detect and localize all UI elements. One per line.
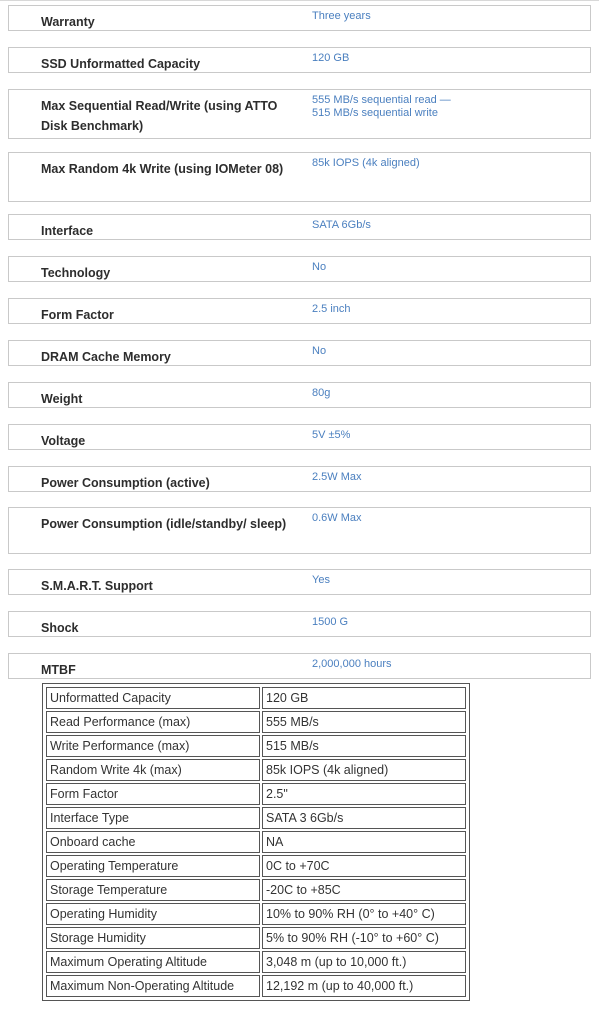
- table-row: [46, 927, 466, 949]
- spec-label: Power Consumption (idle/standby/ sleep): [41, 517, 287, 531]
- table-cell-value: 120 GB: [262, 687, 466, 709]
- spec-row-weight: [8, 382, 591, 408]
- table-cell-value: 555 MB/s: [262, 711, 466, 733]
- spec-label: Technology: [41, 266, 111, 280]
- spec-value: 0.6W Max: [312, 512, 362, 524]
- spec-row-interface: [8, 214, 591, 240]
- spec-row-sequential: [8, 89, 591, 139]
- table-row: [46, 831, 466, 853]
- spec-value: 2.5W Max: [312, 471, 362, 483]
- table-cell-label: Storage Humidity: [46, 927, 260, 949]
- spec-label: Shock: [41, 621, 79, 635]
- table-cell-value: 0C to +70C: [262, 855, 466, 877]
- table-cell-value: 515 MB/s: [262, 735, 466, 757]
- spec-value: 5V ±5%: [312, 429, 351, 441]
- spec-value: Three years: [312, 10, 371, 22]
- spec-label: DRAM Cache Memory: [41, 350, 171, 364]
- table-cell-value: 5% to 90% RH (-10° to +60° C): [262, 927, 466, 949]
- spec-value: No: [312, 261, 327, 273]
- table-cell-value: -20C to +85C: [262, 879, 466, 901]
- spec-label: Max Random 4k Write (using IOMeter 08): [41, 162, 284, 176]
- table-cell-label: Storage Temperature: [46, 879, 260, 901]
- table-row: [46, 687, 466, 709]
- spec-label: Max Sequential Read/Write (using ATTO Disk Benchmark): [41, 99, 278, 133]
- table-cell-label: Random Write 4k (max): [46, 759, 260, 781]
- spec-label: Interface: [41, 224, 94, 238]
- spec-label: Voltage: [41, 434, 86, 448]
- spec-row-power-active: [8, 466, 591, 492]
- table-row: [46, 711, 466, 733]
- spec-row-mtbf: [8, 653, 591, 679]
- table-cell-value: 12,192 m (up to 40,000 ft.): [262, 975, 466, 997]
- table-row: [46, 855, 466, 877]
- spec-row-technology: [8, 256, 591, 282]
- table-row: [46, 951, 466, 973]
- spec-row-random-write: [8, 152, 591, 202]
- spec-row-form-factor: [8, 298, 591, 324]
- spec-value: No: [312, 345, 327, 357]
- table-cell-label: Read Performance (max): [46, 711, 260, 733]
- spec-label: Power Consumption (active): [41, 476, 210, 490]
- specifications-table: [42, 683, 470, 1001]
- spec-value: Yes: [312, 574, 330, 586]
- table-cell-value: SATA 3 6Gb/s: [262, 807, 466, 829]
- top-divider: [0, 0, 599, 1]
- spec-value: 555 MB/s sequential read — 515 MB/s sequential write: [312, 94, 451, 119]
- table-row: [46, 759, 466, 781]
- spec-value: 2.5 inch: [312, 303, 351, 315]
- table-cell-value: NA: [262, 831, 466, 853]
- spec-label: S.M.A.R.T. Support: [41, 579, 153, 593]
- table-row: [46, 879, 466, 901]
- spec-row-power-idle: [8, 507, 591, 554]
- table-cell-label: Interface Type: [46, 807, 260, 829]
- spec-row-smart: [8, 569, 591, 595]
- table-row: [46, 735, 466, 757]
- table-cell-value: 2.5": [262, 783, 466, 805]
- spec-row-dram: [8, 340, 591, 366]
- table-cell-label: Operating Temperature: [46, 855, 260, 877]
- table-cell-label: Maximum Non-Operating Altitude: [46, 975, 260, 997]
- spec-label: MTBF: [41, 663, 76, 677]
- table-cell-label: Operating Humidity: [46, 903, 260, 925]
- table-row: [46, 783, 466, 805]
- spec-value: 80g: [312, 387, 331, 399]
- spec-row-capacity: [8, 47, 591, 73]
- spec-row-voltage: [8, 424, 591, 450]
- spec-label: Warranty: [41, 15, 95, 29]
- table-row: [46, 807, 466, 829]
- spec-value: 1500 G: [312, 616, 349, 628]
- spec-label: Weight: [41, 392, 83, 406]
- table-cell-label: Onboard cache: [46, 831, 260, 853]
- table-cell-value: 85k IOPS (4k aligned): [262, 759, 466, 781]
- table-row: [46, 975, 466, 997]
- table-cell-value: 3,048 m (up to 10,000 ft.): [262, 951, 466, 973]
- spec-label: SSD Unformatted Capacity: [41, 57, 201, 71]
- table-cell-label: Write Performance (max): [46, 735, 260, 757]
- table-row: [46, 903, 466, 925]
- spec-row-warranty: [8, 5, 591, 31]
- table-cell-label: Unformatted Capacity: [46, 687, 260, 709]
- spec-value: 120 GB: [312, 52, 350, 64]
- table-cell-label: Form Factor: [46, 783, 260, 805]
- spec-value: SATA 6Gb/s: [312, 219, 371, 231]
- spec-value: 2,000,000 hours: [312, 658, 392, 670]
- table-cell-value: 10% to 90% RH (0° to +40° C): [262, 903, 466, 925]
- table-cell-label: Maximum Operating Altitude: [46, 951, 260, 973]
- spec-label: Form Factor: [41, 308, 114, 322]
- spec-value: 85k IOPS (4k aligned): [312, 157, 420, 169]
- spec-row-shock: [8, 611, 591, 637]
